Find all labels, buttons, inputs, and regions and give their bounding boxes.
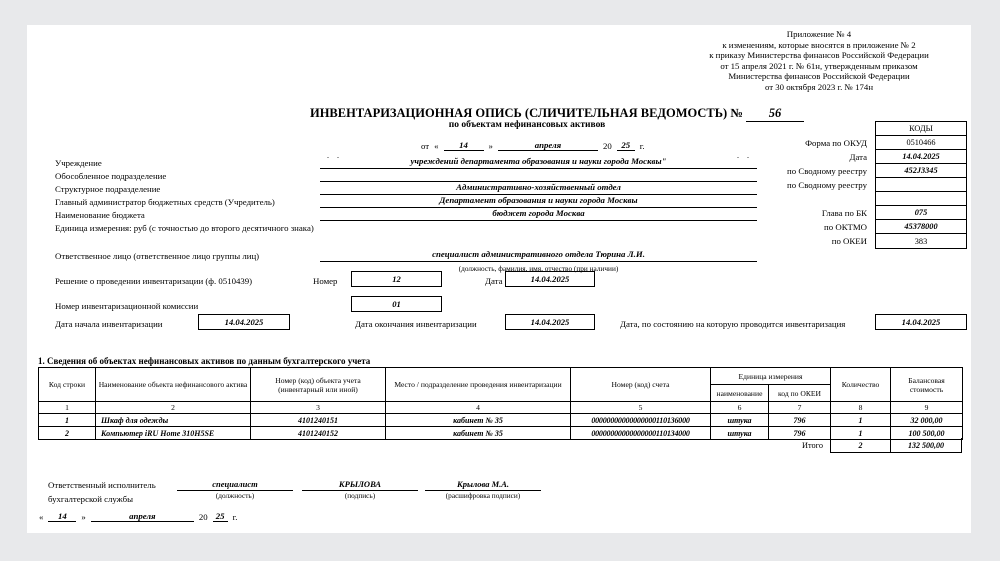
empty-code-value: [876, 192, 966, 206]
position-signature-column: [177, 479, 293, 500]
col-number: 8: [831, 402, 891, 414]
appendix-line: от 15 апреля 2021 г. № 61н, утвержденным приказом: [720, 60, 918, 71]
oktmo-value: 45378000: [876, 220, 966, 234]
document-page: [27, 25, 971, 533]
okei-value: 383: [914, 236, 928, 246]
separate-division-value: [320, 169, 757, 182]
col-number: 6: [711, 402, 769, 414]
decision-date-value: 14.04.2025: [505, 271, 595, 287]
header-date-line: от « 14 » апреля 20 25 г.: [421, 140, 645, 151]
appendix-line: к приказу Министерства финансов Российской Федерации: [709, 50, 929, 61]
executor-signature: КРЫЛОВА: [302, 479, 418, 491]
start-date-label: Дата начала инвентаризации: [55, 319, 163, 329]
row-account: 00000000000000000110134000: [571, 427, 711, 440]
col-number: 3: [251, 402, 386, 414]
chief-administrator-label: Главный администратор бюджетных средств (Учредитель): [55, 197, 275, 207]
structural-division-value: Административно-хозяйственный отдел: [320, 182, 757, 195]
table-row: [39, 414, 963, 427]
col-header-account: Номер (код) счета: [571, 368, 711, 402]
row-code: 2: [39, 427, 96, 440]
col-number: 5: [571, 402, 711, 414]
responsible-person-value: специалист административного отдела Тюрина Л.И.: [320, 249, 757, 262]
row-unit: штука: [711, 427, 769, 440]
row-place: кабинет № 35: [386, 414, 571, 427]
executor-name: Крылова М.А.: [425, 479, 541, 491]
table-row: [39, 427, 963, 440]
row-cost: 100 500,00: [891, 427, 963, 440]
measurement-unit-label: Единица измерения: руб (с точностью до второго десятичного знака): [55, 223, 314, 233]
col-header-code: Код строки: [39, 368, 96, 402]
asof-date-value: 14.04.2025: [875, 314, 967, 330]
row-inv-number: 4101240152: [251, 427, 386, 440]
row-cost: 32 000,00: [891, 414, 963, 427]
start-date-value: 14.04.2025: [198, 314, 290, 330]
codes-header: КОДЫ: [876, 122, 966, 136]
col-header-unit-group: Единица измерения: [711, 368, 831, 385]
total-cost: 132 500,00: [890, 438, 962, 453]
ditto-mark: . .: [327, 151, 342, 160]
col-number: 4: [386, 402, 571, 414]
total-label: Итого: [801, 441, 823, 450]
okud-label: Форма по ОКУД: [805, 138, 867, 148]
document-subtitle: по объектам нефинансовых активов: [448, 120, 606, 130]
row-code: 1: [39, 414, 96, 427]
footer-date-line: « 14 » апреля 20 25 г.: [39, 511, 238, 522]
date-label: Дата: [849, 152, 867, 162]
signature-column: [302, 479, 418, 500]
separate-division-label: Обособленное подразделение: [55, 171, 167, 181]
date-value: 14.04.2025: [876, 150, 966, 164]
executor-label-line2: бухгалтерской службы: [48, 494, 134, 504]
registry2-label: по Сводному реестру: [787, 180, 867, 190]
header-date-month: апреля: [498, 140, 598, 151]
chapter-label: Глава по БК: [821, 208, 867, 218]
row-unit: штука: [711, 414, 769, 427]
row-qty: 1: [831, 427, 891, 440]
total-qty: 2: [830, 438, 891, 453]
col-header-cost: Балансовая стоимость: [891, 368, 963, 402]
header-date-year: 25: [617, 140, 635, 151]
registry1-value: 452J3345: [876, 164, 966, 178]
signature-caption: (подпись): [344, 491, 376, 500]
row-okei: 796: [769, 414, 831, 427]
decision-number-label: Номер: [313, 276, 338, 286]
col-header-qty: Количество: [831, 368, 891, 402]
row-inv-number: 4101240151: [251, 414, 386, 427]
responsible-person-label: Ответственное лицо (ответственное лицо группы лиц): [55, 251, 260, 261]
document-number: 56: [746, 106, 804, 122]
footer-date-month: апреля: [91, 511, 194, 522]
row-name: Шкаф для одежды: [96, 414, 251, 427]
col-header-place: Место / подразделение проведения инвентаризации: [386, 368, 571, 402]
registry1-label: по Сводному реестру: [787, 166, 867, 176]
okei-label: по ОКЕИ: [831, 236, 867, 246]
structural-division-label: Структурное подразделение: [55, 184, 161, 194]
col-number: 1: [39, 402, 96, 414]
decision-date-label: Дата: [485, 276, 503, 286]
chapter-value: 075: [876, 206, 966, 220]
decision-number-value: 12: [351, 271, 442, 287]
appendix-note: [671, 29, 967, 93]
codes-table: [875, 121, 967, 249]
row-account: 00000000000000000110136000: [571, 414, 711, 427]
col-header-unit-name: наименование: [711, 385, 769, 402]
name-column: [425, 479, 541, 500]
footer-date-year: 25: [213, 511, 228, 522]
end-date-label: Дата окончания инвентаризации: [355, 319, 477, 329]
row-qty: 1: [831, 414, 891, 427]
section1-title: 1. Сведения об объектах нефинансовых активов по данным бухгалтерского учета: [38, 356, 371, 366]
commission-value: 01: [351, 296, 442, 312]
appendix-line: Министерства финансов Российской Федерации: [728, 71, 910, 82]
institution-label: Учреждение: [55, 158, 102, 168]
assets-table: [38, 367, 963, 440]
budget-name-label: Наименование бюджета: [55, 210, 145, 220]
oktmo-label: по ОКТМО: [824, 222, 867, 232]
okud-value: 0510466: [876, 136, 966, 150]
commission-label: Номер инвентаризационной комиссии: [55, 301, 199, 311]
asof-date-label: Дата, по состоянию на которую проводится инвентаризация: [620, 319, 846, 329]
row-name: Компьютер iRU Home 310H5SE: [96, 427, 251, 440]
col-number: 7: [769, 402, 831, 414]
name-caption: (расшифровка подписи): [445, 491, 521, 500]
end-date-value: 14.04.2025: [505, 314, 595, 330]
document-title: ИНВЕНТАРИЗАЦИОННАЯ ОПИСЬ (СЛИЧИТЕЛЬНАЯ ВЕДОМОСТЬ) № 56: [187, 106, 927, 122]
ditto-mark: . .: [737, 151, 752, 160]
row-okei: 796: [769, 427, 831, 440]
decision-label: Решение о проведении инвентаризации (ф. 0510439): [55, 276, 253, 286]
institution-value: учреждений департамента образования и науки города Москвы": [320, 156, 757, 169]
position-caption: (должность): [215, 491, 255, 500]
appendix-line: Приложение № 4: [786, 29, 852, 39]
col-number: 9: [891, 402, 963, 414]
responsible-person-caption: (должность, фамилия, имя, отчество (при наличии): [458, 264, 619, 273]
appendix-line: от 30 октября 2023 г. № 174н: [764, 81, 874, 92]
registry2-value: [876, 178, 966, 192]
col-header-unit-okei: код по ОКЕИ: [769, 385, 831, 402]
header-date-day: 14: [444, 140, 484, 151]
row-place: кабинет № 35: [386, 427, 571, 440]
col-header-inv-number: Номер (код) объекта учета (инвентарный или иной): [251, 368, 386, 402]
footer-date-day: 14: [48, 511, 76, 522]
appendix-line: к изменениям, которые вносятся в приложение № 2: [722, 39, 916, 50]
chief-administrator-value: Департамент образования и науки города Москвы: [320, 195, 757, 208]
budget-name-value: бюджет города Москва: [320, 208, 757, 221]
col-header-name: Наименование объекта нефинансового актива: [96, 368, 251, 402]
executor-position: специалист: [177, 479, 293, 491]
executor-label-line1: Ответственный исполнитель: [48, 480, 156, 490]
col-number: 2: [96, 402, 251, 414]
